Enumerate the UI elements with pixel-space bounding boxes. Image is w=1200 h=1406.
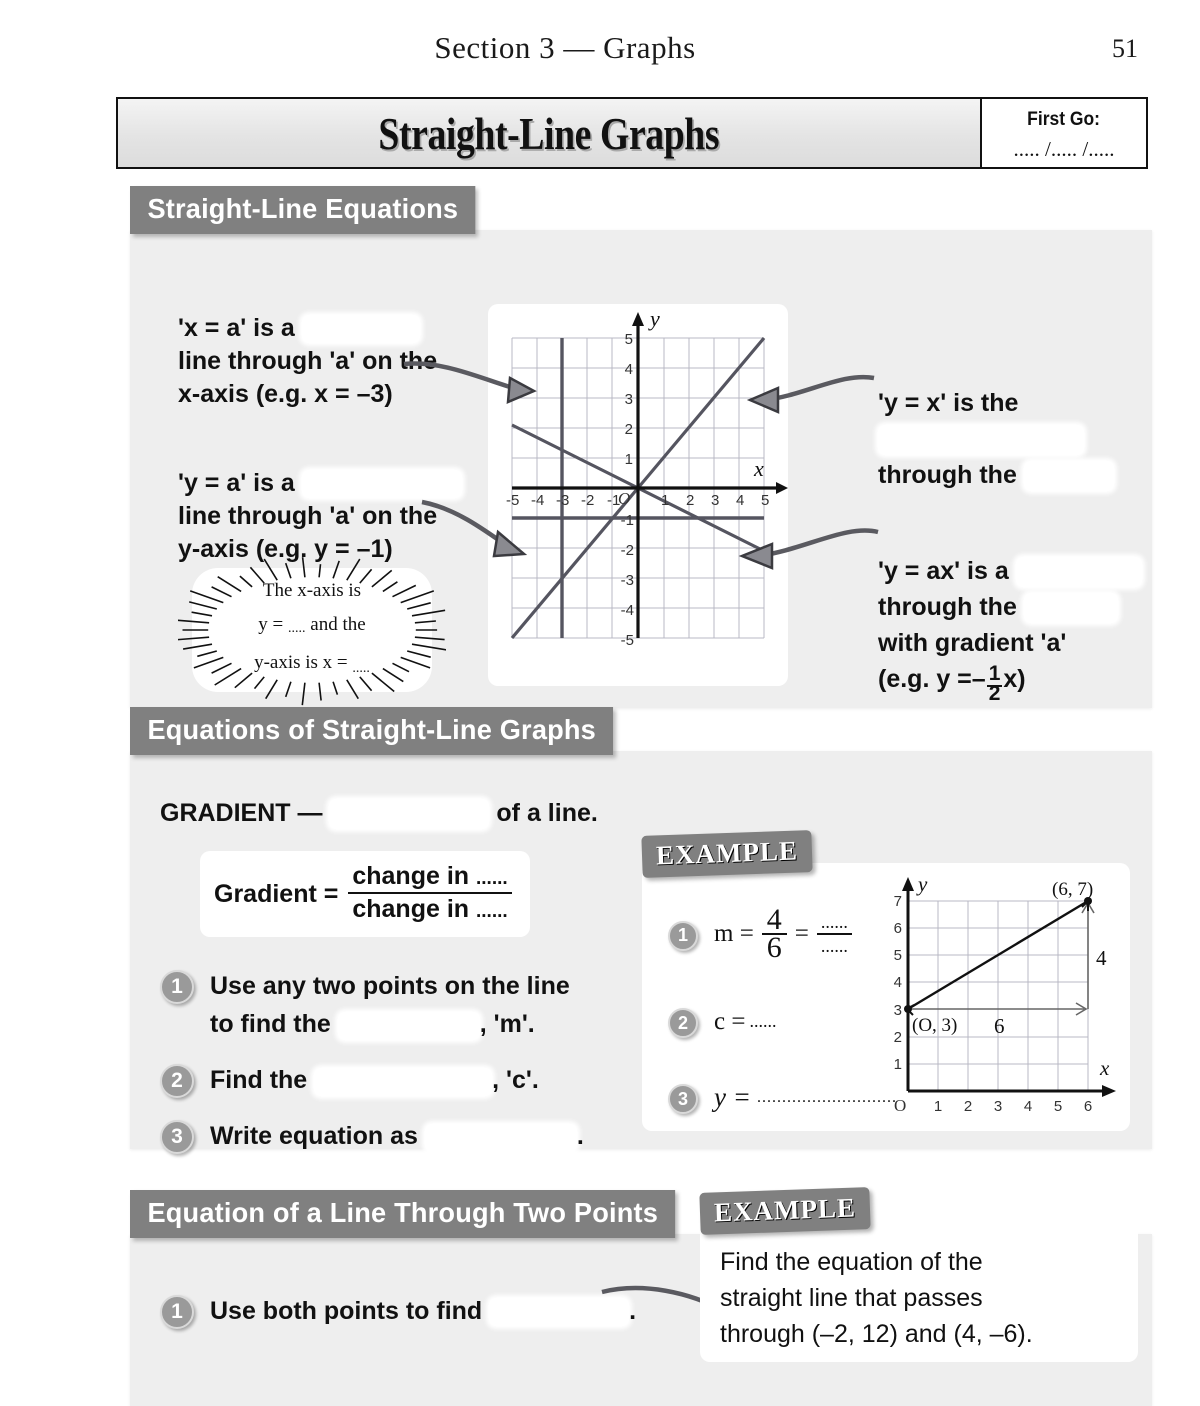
- example-card-section2: [642, 863, 1130, 1131]
- fraction-numerator: 1: [988, 662, 1001, 685]
- svg-text:-2: -2: [581, 492, 595, 509]
- example-pre: (e.g. y =: [878, 665, 972, 693]
- step-item: [160, 967, 680, 1043]
- step1-line2-pre: to find the: [210, 1010, 338, 1039]
- y-equals-a-line3: y-axis (e.g. y = –1): [178, 535, 393, 563]
- svg-text:3: 3: [993, 1098, 1003, 1115]
- gradient-label: GRADIENT —: [160, 799, 323, 827]
- step2-pre: Find the: [210, 1066, 315, 1095]
- gradient-formula-box: [200, 851, 530, 937]
- svg-text:5: 5: [624, 331, 633, 348]
- arrow-to-vertical-line: [398, 358, 538, 410]
- first-go-date-slots[interactable]: ..... /..... /.....: [1013, 136, 1115, 161]
- svg-text:4: 4: [624, 361, 633, 378]
- section2-left-column: [160, 799, 680, 1173]
- step-item: [160, 1061, 680, 1099]
- starburst-line3: [254, 649, 370, 683]
- gradient-tail: of a line.: [496, 799, 598, 827]
- first-go-box[interactable]: [980, 99, 1146, 167]
- y-equals-x-block: [878, 385, 1158, 493]
- blank-step3-equation[interactable]: [425, 1124, 577, 1152]
- example-origin-label: O: [894, 1096, 907, 1115]
- num-blank[interactable]: ......: [475, 868, 508, 890]
- example-blank-fraction[interactable]: [817, 911, 852, 957]
- y-equals-x-line1: 'y = x' is the: [878, 389, 1019, 417]
- example-grid-lines: [908, 901, 1088, 1091]
- example-step-item: [668, 1081, 897, 1114]
- den-blank[interactable]: ......: [475, 901, 508, 923]
- step-item: [160, 1117, 680, 1155]
- section2-header: Equations of Straight-Line Graphs: [130, 707, 613, 755]
- s3-step1-post: .: [629, 1297, 637, 1325]
- svg-text:3: 3: [893, 1002, 902, 1019]
- den-text: change in: [352, 895, 476, 924]
- svg-text:5: 5: [1053, 1098, 1063, 1115]
- section1-right-text: [878, 385, 1158, 704]
- svg-text:1: 1: [661, 492, 670, 509]
- svg-text:-2: -2: [620, 542, 634, 559]
- example-blank-denominator[interactable]: ......: [820, 936, 848, 956]
- example-step3-blank[interactable]: ............................: [756, 1088, 897, 1106]
- num-text: change in: [352, 862, 476, 891]
- example-question-line3: through (–2, 12) and (4, –6).: [720, 1320, 1033, 1348]
- worksheet-title: Straight-Line Graphs: [378, 107, 720, 159]
- example-card-section3: [700, 1222, 1138, 1362]
- x-axis-label: x: [754, 456, 764, 481]
- step-number-badge: 3: [160, 1120, 194, 1154]
- page-header: [0, 30, 1200, 80]
- example-step3-lhs: y =: [714, 1082, 751, 1112]
- gradient-fraction-denominator: [352, 893, 507, 923]
- origin-label: O: [618, 489, 631, 508]
- gradient-formula-lhs: Gradient =: [214, 879, 339, 908]
- svg-text:-3: -3: [620, 572, 634, 589]
- section3-steps-list: [160, 1292, 636, 1348]
- x-equals-a-line3: x-axis (e.g. x = –3): [178, 380, 393, 408]
- step2-post: , 'c'.: [492, 1066, 539, 1095]
- svg-text:4: 4: [736, 492, 745, 509]
- y-equals-ax-line2: through the: [878, 593, 1017, 621]
- gradient-definition-line: [160, 799, 680, 829]
- s3-step1-pre: Use both points to find: [210, 1297, 490, 1325]
- section2-body: [130, 751, 1152, 1149]
- step1-line2-post: , 'm'.: [479, 1010, 535, 1039]
- starburst-blank-1[interactable]: .....: [288, 621, 306, 636]
- svg-text:1: 1: [624, 451, 633, 468]
- svg-text:4: 4: [1023, 1098, 1033, 1115]
- svg-text:3: 3: [711, 492, 720, 509]
- section1-header: Straight-Line Equations: [130, 186, 476, 234]
- page-number: 51: [1112, 34, 1138, 63]
- example-y-axis-label: y: [918, 872, 928, 896]
- example-blank-numerator[interactable]: ......: [817, 911, 852, 935]
- example-question-line1: Find the equation of the: [720, 1248, 983, 1276]
- y-equals-ax-line3: with gradient 'a': [878, 629, 1067, 657]
- point-b-label: (6, 7): [1052, 879, 1094, 900]
- rise-value-label: 4: [1096, 946, 1107, 970]
- blank-y-equals-x-1[interactable]: [878, 425, 1084, 455]
- example-step-number-badge: 3: [668, 1084, 698, 1114]
- example-y-tick-labels: [894, 893, 902, 1073]
- example-fraction-denominator: 6: [766, 931, 782, 964]
- blank-step2-intercept[interactable]: [314, 1068, 492, 1096]
- svg-text:-1: -1: [620, 512, 634, 529]
- step3-post: .: [576, 1122, 584, 1151]
- first-go-label: First Go:: [1027, 108, 1101, 130]
- example-step-item: [668, 1005, 776, 1038]
- example-y-axis-arrow: [902, 877, 914, 891]
- example-badge-section2: EXAMPLE: [641, 830, 812, 878]
- svg-text:-4: -4: [531, 492, 545, 509]
- svg-text:7: 7: [893, 893, 902, 910]
- fraction-denominator: 2: [988, 682, 1001, 705]
- example-fraction-numerator: 4: [762, 907, 787, 935]
- example-question-text: [700, 1222, 1138, 1374]
- svg-text:3: 3: [624, 391, 633, 408]
- example-step1-equals: =: [794, 920, 809, 947]
- step3-pre: Write equation as: [210, 1122, 425, 1151]
- arrow-to-horizontal-line: [418, 498, 538, 560]
- svg-text:6: 6: [1083, 1098, 1093, 1115]
- y-equals-x-line2: through the: [878, 461, 1017, 489]
- section-equations-of-straight-line-graphs: [130, 707, 1152, 1149]
- point-a-label: (O, 3): [912, 1015, 958, 1036]
- example-question-line2: straight line that passes: [720, 1284, 983, 1312]
- blank-y-equals-ax-2[interactable]: [1024, 593, 1118, 623]
- blank-y-equals-ax-1[interactable]: [1016, 557, 1142, 587]
- example-step-number-badge: 1: [668, 921, 698, 951]
- svg-text:1: 1: [933, 1098, 943, 1115]
- y-equals-ax-example: [878, 662, 1026, 705]
- section-equation-through-two-points: [130, 1190, 1152, 1406]
- example-step-number-badge: 2: [668, 1008, 698, 1038]
- step-text: [210, 1117, 584, 1155]
- starburst-line3-pre: y-axis is x =: [254, 652, 353, 673]
- section1-body: [130, 230, 1152, 708]
- starburst-blank-2[interactable]: .....: [352, 661, 370, 676]
- example-x-axis-arrow: [1102, 1085, 1116, 1097]
- svg-text:2: 2: [893, 1029, 902, 1046]
- svg-text:-5: -5: [506, 492, 520, 509]
- example-step1-lhs: m =: [714, 920, 754, 947]
- starburst-line2-pre: y =: [258, 614, 289, 635]
- blank-gradient-definition[interactable]: [329, 799, 489, 829]
- example-x-tick-labels: [934, 1098, 1092, 1115]
- example-post: x): [1003, 665, 1026, 693]
- step1-line1: Use any two points on the line: [210, 972, 570, 1001]
- step-text: [210, 1292, 636, 1330]
- y-equals-ax-line1: 'y = ax' is a: [878, 557, 1009, 585]
- step-number-badge: 1: [160, 970, 194, 1004]
- blank-y-equals-x-2[interactable]: [1024, 461, 1114, 491]
- blank-step1-gradient[interactable]: [338, 1012, 480, 1040]
- run-value-label: 6: [994, 1014, 1005, 1038]
- svg-text:-3: -3: [556, 492, 570, 509]
- svg-text:5: 5: [761, 492, 770, 509]
- starburst-line2: [254, 611, 370, 643]
- example-sign: –: [971, 665, 986, 693]
- y-axis-label: y: [650, 306, 660, 331]
- y-axis-arrow: [632, 312, 644, 326]
- x-axis-arrow: [776, 482, 788, 494]
- section-straight-line-equations: [130, 186, 1152, 708]
- section2-steps-list: [160, 967, 680, 1155]
- worksheet-title-area: [118, 99, 980, 167]
- step-item: [160, 1292, 636, 1330]
- worksheet-title-bar: [116, 97, 1148, 169]
- y-equals-ax-block: [878, 553, 1158, 704]
- svg-text:-1: -1: [607, 492, 621, 509]
- axis-note-starburst: [192, 568, 432, 692]
- step-text: [210, 967, 570, 1043]
- example-badge-section3: EXAMPLE: [699, 1187, 870, 1235]
- section3-header: Equation of a Line Through Two Points: [130, 1190, 676, 1238]
- svg-text:-5: -5: [620, 632, 634, 649]
- step-number-badge: 1: [160, 1295, 194, 1329]
- x-equals-a-line2: line through 'a' on the: [178, 347, 438, 375]
- blank-x-equals-a[interactable]: [302, 315, 420, 343]
- gradient-fraction: [348, 861, 511, 927]
- svg-text:2: 2: [686, 492, 695, 509]
- arrow-to-y-equals-ax: [734, 522, 884, 578]
- y-equals-a-line2: line through 'a' on the: [178, 502, 438, 530]
- svg-text:1: 1: [893, 1056, 902, 1073]
- y-equals-a-line1: 'y = a' is a: [178, 469, 295, 497]
- example-step-item: [668, 903, 852, 964]
- svg-text:2: 2: [624, 421, 633, 438]
- x-equals-a-line1: 'x = a' is a: [178, 314, 295, 342]
- svg-text:4: 4: [893, 974, 902, 991]
- example-step2-blank[interactable]: ......: [749, 1011, 777, 1031]
- starburst-line1: The x-axis is: [262, 580, 362, 601]
- half-fraction: [987, 664, 1003, 704]
- example-x-axis-label: x: [1100, 1056, 1110, 1080]
- svg-text:2: 2: [963, 1098, 973, 1115]
- svg-text:5: 5: [893, 947, 902, 964]
- gradient-fraction-numerator: [348, 862, 511, 894]
- starburst-line2-post: and the: [305, 614, 366, 635]
- svg-text:6: 6: [893, 920, 902, 937]
- example-step2-lhs: c =: [714, 1007, 746, 1035]
- step-text: [210, 1061, 539, 1099]
- blank-y-equals-a[interactable]: [302, 470, 462, 498]
- svg-text:-4: -4: [620, 602, 634, 619]
- arrow-to-y-equals-x: [746, 372, 880, 424]
- example-graph-line-through-points: [874, 869, 1124, 1127]
- step-number-badge: 2: [160, 1064, 194, 1098]
- example-fraction-4-over-6: [762, 903, 787, 964]
- section-title: Section 3 — Graphs: [434, 30, 696, 65]
